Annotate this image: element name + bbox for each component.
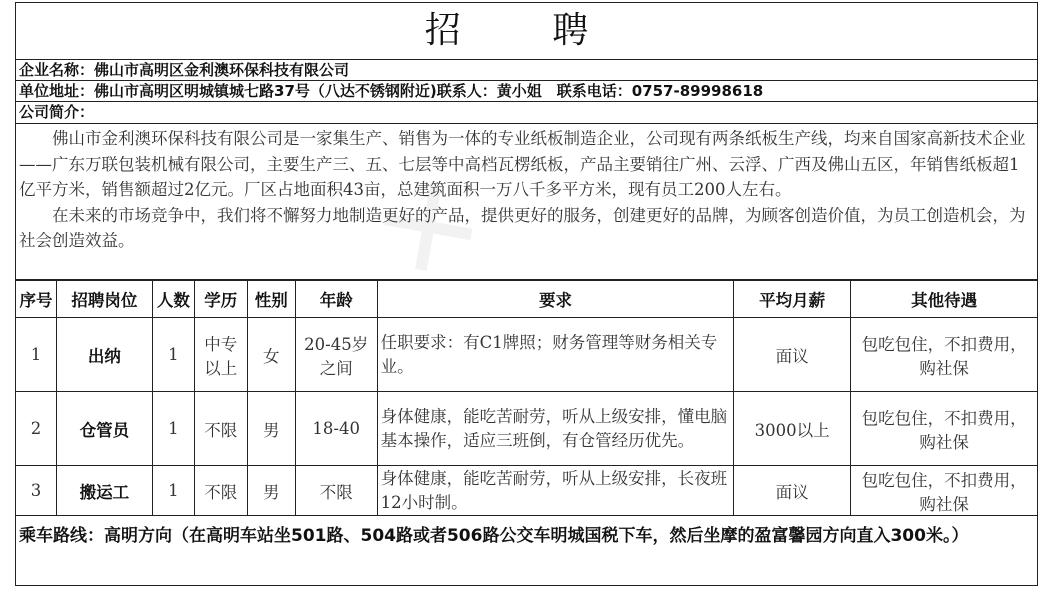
cell-no: 1 bbox=[16, 318, 57, 392]
intro-paragraph: 在未来的市场竞争中，我们将不懈努力地制造更好的产品，提供更好的服务，创建更好的品牌，为顾客创造价值，为员工创造机会，为社会创造效益。 bbox=[19, 205, 1026, 250]
cell-gender: 男 bbox=[247, 466, 295, 516]
intro-label: 公司简介： bbox=[15, 102, 1038, 124]
bus-route: 乘车路线：高明方向（在高明车站坐501路、504路或者506路公交车明城国税下车，然后坐摩的盈富馨园方向直入300米。） bbox=[19, 526, 969, 546]
cell-gender: 女 bbox=[247, 318, 295, 392]
company-intro bbox=[15, 124, 1038, 280]
cell-no: 3 bbox=[16, 466, 57, 516]
cell-position: 出纳 bbox=[56, 318, 152, 392]
cell-no: 2 bbox=[16, 392, 57, 466]
cell-edu: 中专以上 bbox=[194, 318, 247, 392]
cell-requirements: 任职要求：有C1牌照；财务管理等财务相关专业。 bbox=[377, 318, 734, 392]
cell-position: 搬运工 bbox=[56, 466, 152, 516]
cell-position: 仓管员 bbox=[56, 392, 152, 466]
table-row bbox=[16, 318, 1038, 392]
col-header: 年龄 bbox=[295, 281, 377, 318]
cell-benefits: 包吃包住，不扣费用，购社保 bbox=[851, 392, 1038, 466]
cell-salary: 3000以上 bbox=[734, 392, 851, 466]
cell-edu: 不限 bbox=[194, 466, 247, 516]
cell-age: 18-40 bbox=[295, 392, 377, 466]
cell-edu: 不限 bbox=[194, 392, 247, 466]
col-header: 性别 bbox=[247, 281, 295, 318]
cell-salary: 面议 bbox=[734, 466, 851, 516]
cell-count: 1 bbox=[152, 318, 194, 392]
cell-count: 1 bbox=[152, 466, 194, 516]
table-row bbox=[16, 392, 1038, 466]
table-row bbox=[16, 466, 1038, 516]
col-header: 平均月薪 bbox=[734, 281, 851, 318]
cell-benefits: 包吃包住，不扣费用，购社保 bbox=[851, 466, 1038, 516]
cell-requirements: 身体健康，能吃苦耐劳，听从上级安排，长夜班12小时制。 bbox=[377, 466, 734, 516]
watermark: ✕ bbox=[349, 143, 512, 316]
col-header: 招聘岗位 bbox=[56, 281, 152, 318]
col-header: 人数 bbox=[152, 281, 194, 318]
cell-benefits: 包吃包住，不扣费用，购社保 bbox=[851, 318, 1038, 392]
page-title: 招 聘 bbox=[15, 2, 1038, 60]
cell-count: 1 bbox=[152, 392, 194, 466]
cell-age: 不限 bbox=[295, 466, 377, 516]
cell-requirements: 身体健康，能吃苦耐劳，听从上级安排，懂电脑基本操作，适应三班倒，有仓管经历优先。 bbox=[377, 392, 734, 466]
col-header: 序号 bbox=[16, 281, 57, 318]
col-header: 其他待遇 bbox=[851, 281, 1038, 318]
company-name: 企业名称：佛山市高明区金利澳环保科技有限公司 bbox=[15, 60, 1038, 81]
cell-gender: 男 bbox=[247, 392, 295, 466]
col-header: 学历 bbox=[194, 281, 247, 318]
cell-age: 20-45岁之间 bbox=[295, 318, 377, 392]
col-header: 要求 bbox=[377, 281, 734, 318]
cell-salary: 面议 bbox=[734, 318, 851, 392]
company-address: 单位地址：佛山市高明区明城镇城七路37号（八达不锈钢附近)联系人：黄小姐 联系电话：0757-89998618 bbox=[15, 81, 1038, 102]
intro-paragraph: 佛山市金利澳环保科技有限公司是一家集生产、销售为一体的专业纸板制造企业，公司现有两条纸板生产线，均来自国家高新技术企业——广东万联包装机械有限公司，主要生产三、五、七层等中高档瓦楞纸板，产品主要销往广州、云浮、广西及佛山五区，年销售纸板超1亿平方米，销售额超过2亿元。厂区占地面积43亩，总建筑面积一万八千多平方米，现有员工200人左右。 bbox=[19, 129, 1026, 199]
jobs-table bbox=[15, 280, 1038, 516]
table-header bbox=[16, 281, 1038, 318]
